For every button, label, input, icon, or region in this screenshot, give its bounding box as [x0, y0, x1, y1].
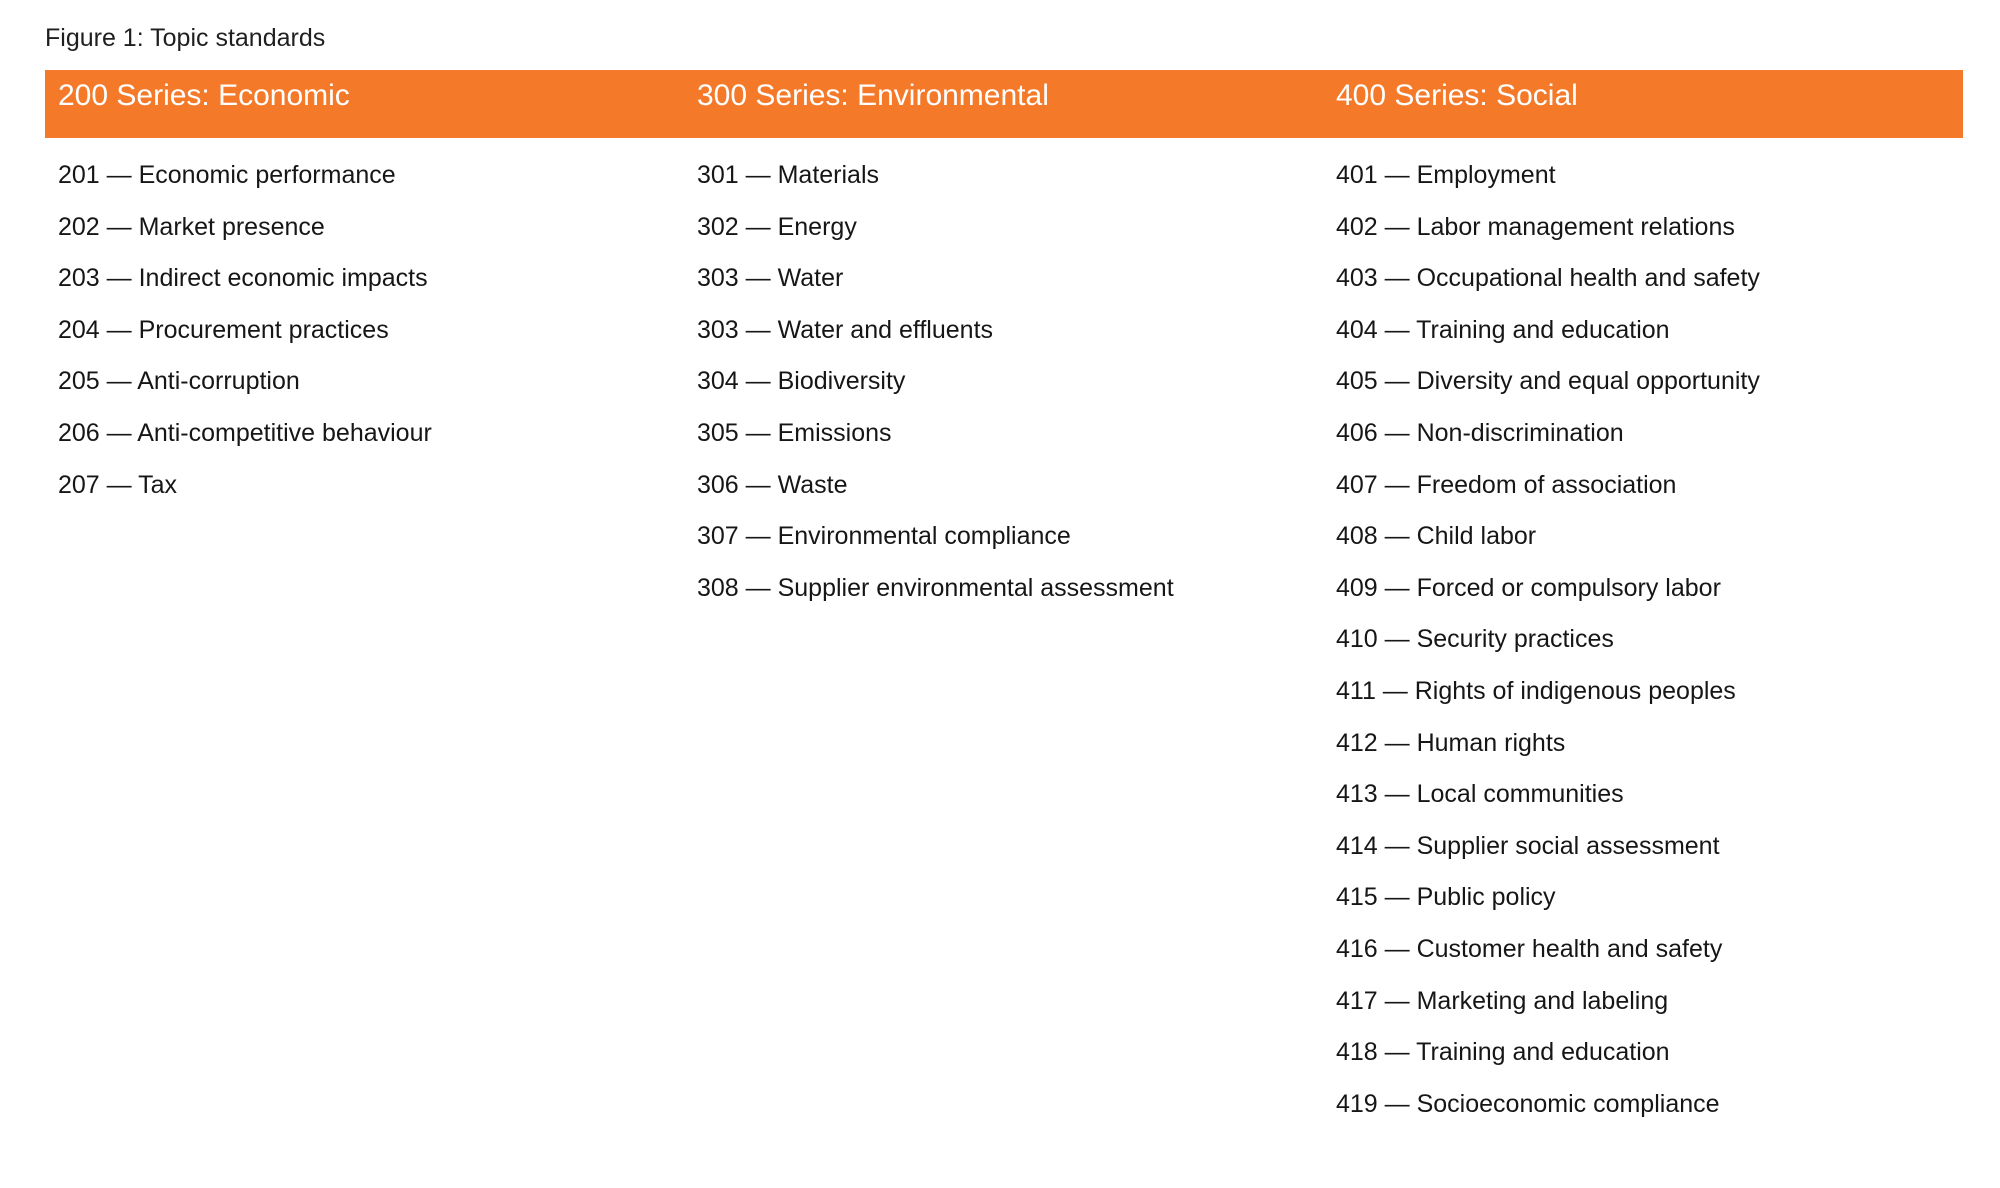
topic-list-item: 204 — Procurement practices [58, 315, 389, 344]
topic-list-item: 402 — Labor management relations [1336, 212, 1735, 241]
topic-list-item: 201 — Economic performance [58, 161, 396, 189]
topic-list-item: 401 — Employment [1336, 161, 1556, 189]
topic-list-item: 306 — Waste [697, 470, 848, 499]
topic-list-item: 405 — Diversity and equal opportunity [1336, 367, 1760, 396]
topic-list-item: 304 — Biodiversity [697, 367, 906, 396]
topic-list-item: 308 — Supplier environmental assessment [697, 573, 1174, 602]
column-heading-economic: 200 Series: Economic [58, 79, 350, 112]
topic-list-item: 404 — Training and education [1336, 315, 1670, 344]
topic-list-item: 205 — Anti-corruption [58, 367, 300, 396]
topic-list-item: 403 — Occupational health and safety [1336, 264, 1760, 293]
topic-standards-table [45, 70, 1963, 1130]
economic-topics-list [45, 150, 684, 1130]
topic-list-item: 206 — Anti-competitive behaviour [58, 418, 432, 447]
topic-list-item: 413 — Local communities [1336, 780, 1624, 809]
topic-list-item: 303 — Water [697, 264, 844, 293]
topic-list-item: 303 — Water and effluents [697, 315, 994, 344]
topic-list-item: 407 — Freedom of association [1336, 470, 1677, 499]
table-body [45, 138, 1963, 1130]
topic-list-item: 301 — Materials [697, 161, 880, 189]
topic-list-item: 202 — Market presence [58, 212, 325, 241]
column-heading-social: 400 Series: Social [1336, 79, 1578, 112]
topic-list-item: 414 — Supplier social assessment [1336, 831, 1720, 860]
topic-list-item: 207 — Tax [58, 470, 178, 499]
topic-list-item: 415 — Public policy [1336, 883, 1556, 912]
topic-list-item: 410 — Security practices [1336, 625, 1614, 654]
column-heading-environmental: 300 Series: Environmental [697, 79, 1049, 112]
topic-list-item: 406 — Non-discrimination [1336, 418, 1624, 447]
topic-list-item: 409 — Forced or compulsory labor [1336, 573, 1721, 602]
topic-list-item: 408 — Child labor [1336, 522, 1537, 551]
topic-list-item: 305 — Emissions [697, 418, 892, 447]
figure-caption: Figure 1: Topic standards [45, 24, 326, 52]
topic-list-item: 307 — Environmental compliance [697, 522, 1071, 551]
topic-list-item: 411 — Rights of indigenous peoples [1336, 676, 1736, 705]
topic-list-item: 417 — Marketing and labeling [1336, 986, 1669, 1015]
header-band [45, 70, 1963, 138]
topic-list-item: 412 — Human rights [1336, 728, 1566, 757]
topic-list-item: 419 — Socioeconomic compliance [1336, 1089, 1720, 1118]
topic-list-item: 302 — Energy [697, 212, 857, 241]
topic-list-item: 203 — Indirect economic impacts [58, 264, 428, 293]
topic-list-item: 418 — Training and education [1336, 1038, 1670, 1067]
environmental-topics-list [684, 150, 1323, 1130]
topic-list-item: 416 — Customer health and safety [1336, 934, 1723, 963]
social-topics-list [1323, 150, 1963, 1130]
